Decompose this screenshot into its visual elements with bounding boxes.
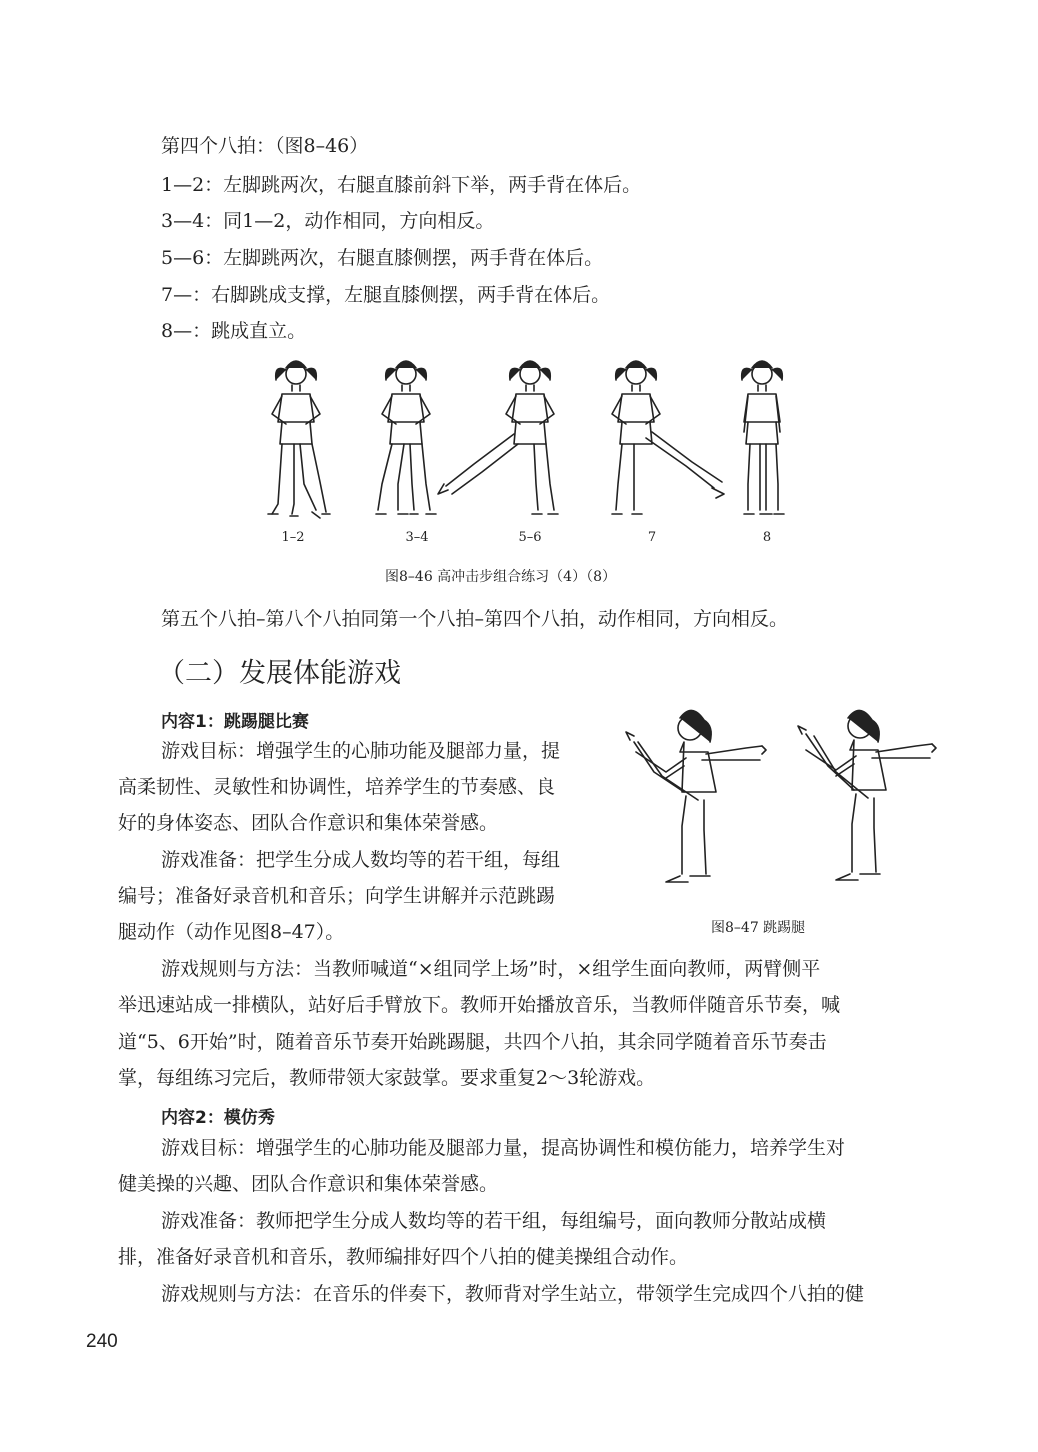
step-line-1: 1—2：左脚跳两次，右腿直膝前斜下举，两手背在体后。	[161, 174, 642, 196]
content1-rules-line-1: 游戏规则与方法：当教师喊道“×组同学上场”时，×组学生面向教师，两臂侧平	[161, 958, 821, 980]
figure-label-2: 3–4	[405, 530, 429, 545]
figure-8-46-illustration	[258, 352, 798, 532]
content1-rules-line-3: 道“5、6开始”时，随着音乐节奏开始跳踢腿，共四个八拍，其余同学随着音乐节奏击	[118, 1031, 827, 1053]
summary-line: 第五个八拍–第八个八拍同第一个八拍–第四个八拍，动作相同，方向相反。	[161, 608, 789, 630]
page-number: 240	[86, 1331, 118, 1352]
content2-prep-line-1: 游戏准备：教师把学生分成人数均等的若干组，每组编号，面向教师分散站成横	[161, 1210, 827, 1232]
content1-goal-line-1: 游戏目标：增强学生的心肺功能及腿部力量，提	[161, 740, 561, 762]
content2-goal-line-1: 游戏目标：增强学生的心肺功能及腿部力量，提高协调性和模仿能力，培养学生对	[161, 1137, 846, 1159]
figure-label-3: 5–6	[518, 530, 542, 545]
step-line-5: 8—：跳成直立。	[161, 320, 307, 342]
content2-rules-line-1: 游戏规则与方法：在音乐的伴奏下，教师背对学生站立，带领学生完成四个八拍的健	[161, 1283, 865, 1305]
content1-prep-line-3: 腿动作（动作见图8–47）。	[118, 921, 345, 943]
content1-prep-line-1: 游戏准备：把学生分成人数均等的若干组，每组	[161, 849, 561, 871]
girl-figure-4	[612, 361, 724, 514]
content1-goal-line-3: 好的身体姿态、团队合作意识和集体荣誉感。	[118, 812, 499, 834]
figure-label-5: 8	[762, 530, 772, 545]
content2-goal-line-2: 健美操的兴趣、团队合作意识和集体荣誉感。	[118, 1173, 499, 1195]
content2-prep-line-2: 排，准备好录音机和音乐，教师编排好四个八拍的健美操组合动作。	[118, 1246, 689, 1268]
step-line-2: 3—4：同1—2，动作相同，方向相反。	[161, 210, 495, 232]
step-heading: 第四个八拍：（图8–46）	[161, 135, 369, 157]
content1-goal-line-2: 高柔韧性、灵敏性和协调性，培养学生的节奏感、良	[118, 776, 556, 798]
figure-8-47-caption: 图8–47 跳踢腿	[711, 920, 806, 936]
girl-figure-1	[268, 361, 330, 518]
girl-figure-3	[438, 361, 558, 514]
content1-title: 内容1：跳踢腿比赛	[161, 712, 309, 732]
girl-kicking-2	[798, 710, 936, 880]
figure-8-46-caption: 图8–46 高冲击步组合练习（4）（8）	[385, 569, 616, 585]
figure-label-4: 7	[647, 530, 657, 545]
step-line-3: 5—6：左脚跳两次，右腿直膝侧摆，两手背在体后。	[161, 247, 604, 269]
girl-figure-5	[742, 361, 784, 514]
content1-prep-line-2: 编号；准备好录音机和音乐；向学生讲解并示范跳踢	[118, 885, 556, 907]
step-line-4: 7—：右脚跳成支撑，左腿直膝侧摆，两手背在体后。	[161, 284, 611, 306]
girl-kicking-1	[626, 710, 766, 882]
figure-label-1: 1–2	[281, 530, 305, 545]
figure-8-47-illustration	[620, 700, 960, 900]
content1-rules-line-2: 举迅速站成一排横队，站好后手臂放下。教师开始播放音乐，当教师伴随音乐节奏，喊	[118, 994, 841, 1016]
content2-title: 内容2：模仿秀	[161, 1108, 275, 1128]
girl-figure-2	[376, 361, 436, 514]
content1-rules-line-4: 掌，每组练习完后，教师带领大家鼓掌。要求重复2～3轮游戏。	[118, 1067, 656, 1089]
section-title: （二）发展体能游戏	[158, 658, 401, 689]
